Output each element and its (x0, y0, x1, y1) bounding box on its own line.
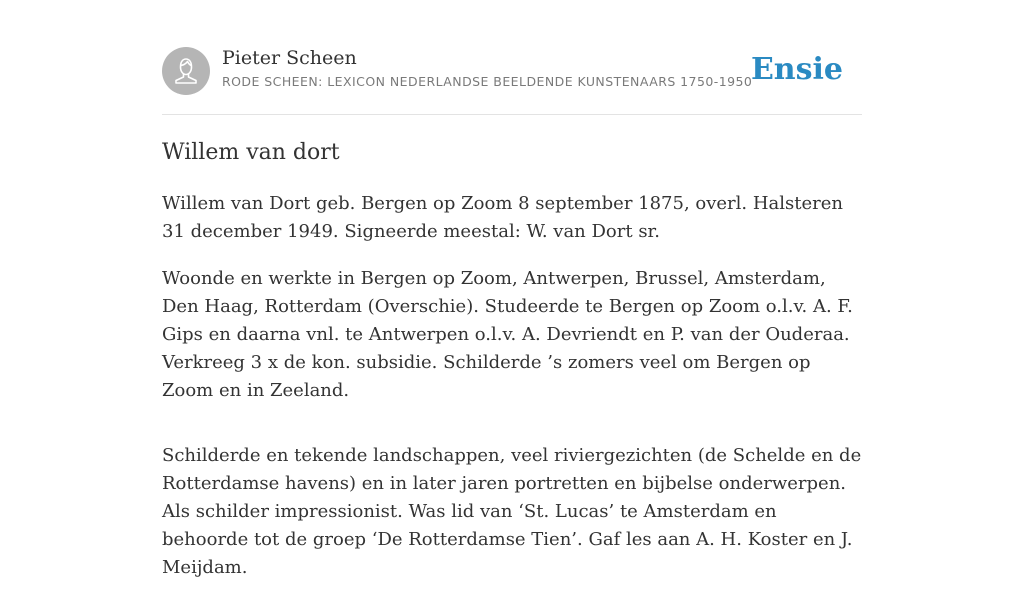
author-name[interactable]: Pieter Scheen (222, 47, 357, 69)
user-silhouette-icon (162, 47, 210, 95)
paragraph-3: Schilderde en tekende landschappen, veel riviergezichten (de Schelde en de Rotterdamse havens) en in later jaren portretten en bijbelse onderwerpen. Als schilder impressionist. Was lid van ‘St. Lucas’ te Amsterdam en behoorde tot de groep ‘De Rotterdamse Tien’. Gaf les aan A. H. Koster en J. Meijdam. (162, 445, 862, 578)
page-title: Willem van dort (162, 140, 340, 165)
source-title[interactable]: RODE SCHEEN: LEXICON NEDERLANDSE BEELDENDE KUNSTENAARS 1750-1950 (222, 74, 753, 89)
paragraph-1: Willem van Dort geb. Bergen op Zoom 8 september 1875, overl. Halsteren 31 december 1949. Signeerde meestal: W. van Dort sr. (162, 193, 844, 242)
paragraph-2: Woonde en werkte in Bergen op Zoom, Antwerpen, Brussel, Amsterdam, Den Haag, Rotterdam (Overschie). Studeerde te Bergen op Zoom o.l.v. A. F. Gips en daarna vnl. te Antwerpen o.l.v. A. Devriendt en P. van der Ouderaa. Verkreeg 3 x de kon. subsidie. Schilderde ’s zomers veel om Bergen op Zoom en in Zeeland. (162, 268, 853, 401)
article-header (162, 46, 862, 115)
article-body (162, 190, 862, 601)
author-avatar[interactable] (162, 47, 210, 95)
ensie-logo[interactable]: Ensie (750, 52, 843, 87)
